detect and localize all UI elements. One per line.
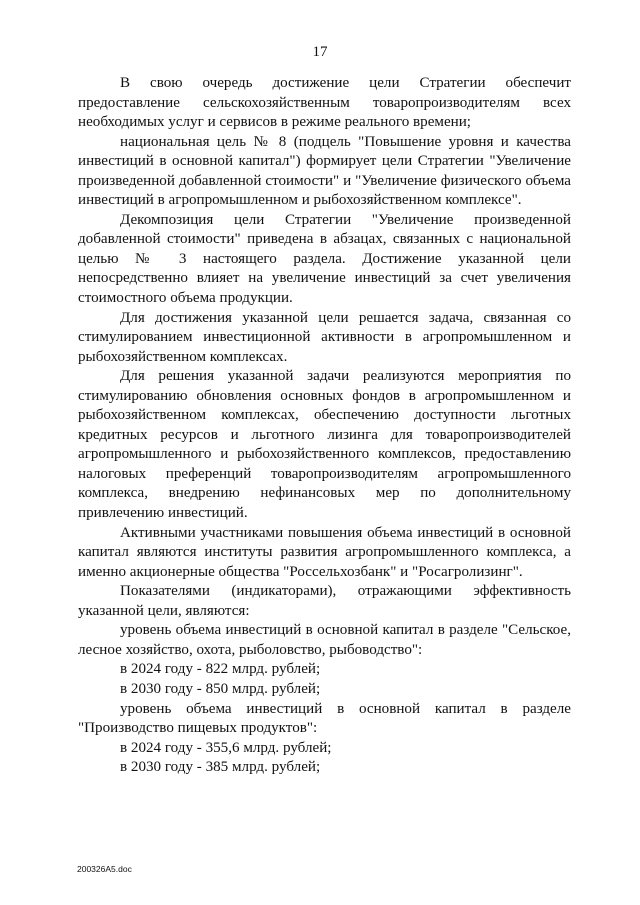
paragraph: Декомпозиция цели Стратегии "Увеличение произведенной добавленной стоимости" приведена в абзацах, связанных с национальной целью № 3 настоящего раздела. Достижение указанной цели непосредственно влияет на увеличение инвестиций за счет увеличения стоимостного объема продукции. xyxy=(78,211,571,307)
paragraph: Для достижения указанной цели решается задача, связанная со стимулированием инвестиционной активности в агропромышленном и рыбохозяйственном комплексах. xyxy=(78,309,571,365)
footer-file-code: 200326A5.doc xyxy=(77,864,132,874)
paragraph: Для решения указанной задачи реализуются мероприятия по стимулированию обновления основных фондов в агропромышленном и рыбохозяйственном комплексах, обеспечению доступности льготных кредитных ресурсов и льготного лизинга для товаропроизводителей агропромышленного и рыбохозяйственного комплексов, предоставлению налоговых преференций товаропроизводителям агропромышленного комплекса, внедрению нефинансовых мер по дополнительному привлечению инвестиций. xyxy=(78,368,571,522)
list-item: в 2030 году - 850 млрд. рублей; xyxy=(120,680,321,697)
page-number: 17 xyxy=(312,44,328,60)
body-text xyxy=(78,74,571,778)
list-item: в 2024 году - 822 млрд. рублей; xyxy=(120,661,321,678)
paragraph: В свою очередь достижение цели Стратегии обеспечит предоставление сельскохозяйственным товаропроизводителям всех необходимых услуг и сервисов в режиме реального времени; xyxy=(78,75,571,131)
list-item: в 2030 году - 385 млрд. рублей; xyxy=(120,759,321,776)
paragraph: уровень объема инвестиций в основной капитал в разделе "Сельское, лесное хозяйство, охота, рыболовство, рыбоводство": xyxy=(78,622,571,658)
paragraph: Активными участниками повышения объема инвестиций в основной капитал являются институты развития агропромышленного комплекса, а именно акционерные общества "Россельхозбанк" и "Росагролизинг". xyxy=(78,524,571,580)
paragraph: Показателями (индикаторами), отражающими эффективность указанной цели, являются: xyxy=(78,583,571,619)
paragraph: национальная цель № 8 (подцель "Повышение уровня и качества инвестиций в основной капитал") формирует цели Стратегии "Увеличение произведенной добавленной стоимости" и "Увеличение физического объема инвестиций в агропромышленном и рыбохозяйственном комплексе". xyxy=(78,133,571,209)
list-item: в 2024 году - 355,6 млрд. рублей; xyxy=(120,739,332,756)
paragraph: уровень объема инвестиций в основной капитал в разделе "Производство пищевых продуктов": xyxy=(78,700,571,737)
